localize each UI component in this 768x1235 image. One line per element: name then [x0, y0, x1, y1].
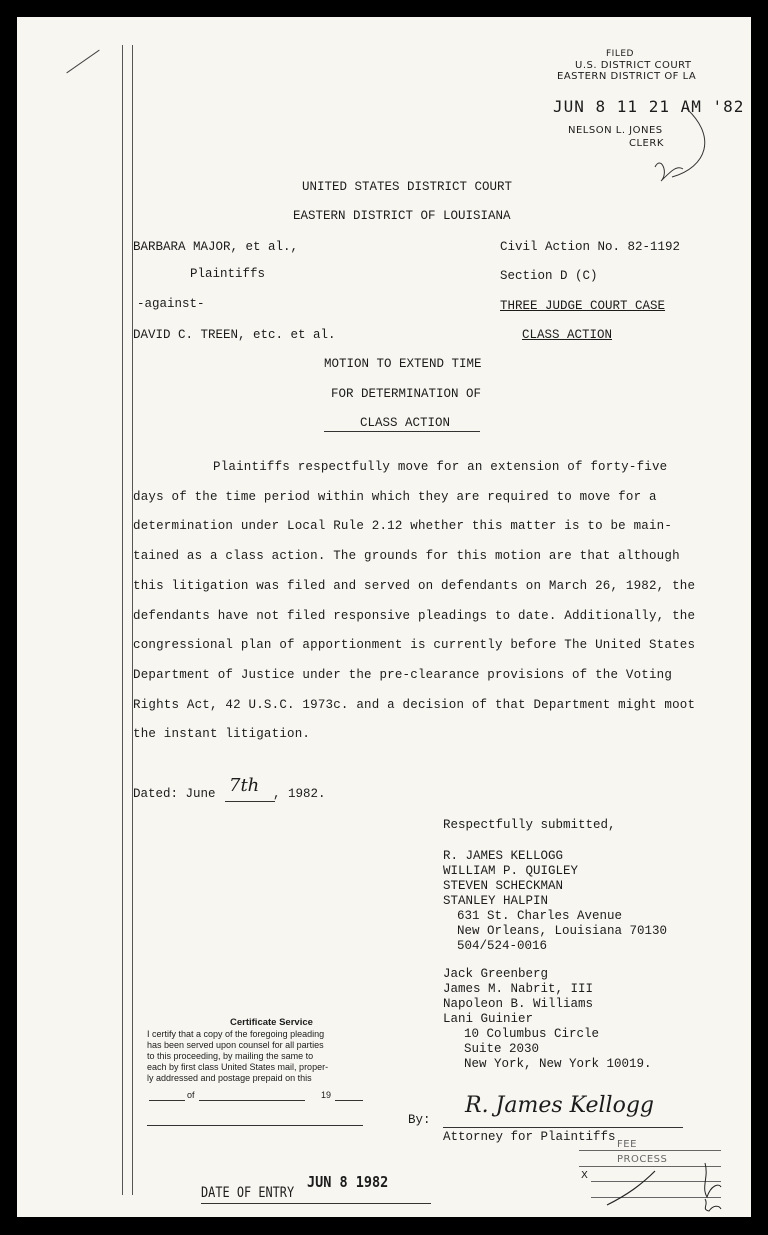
docket-fee-label: FEE: [617, 1139, 637, 1150]
attorney-name: STEVEN SCHECKMAN: [443, 879, 564, 893]
certificate-signature-rule: [147, 1125, 363, 1126]
address-line: New Orleans, Louisiana 70130: [457, 924, 668, 938]
attorney-name: WILLIAM P. QUIGLEY: [443, 864, 579, 878]
address-line: 10 Columbus Circle: [464, 1027, 600, 1041]
certificate-line: I certify that a copy of the foregoing pleading: [147, 1029, 325, 1039]
by-label: By:: [408, 1113, 431, 1127]
class-action-label: CLASS ACTION: [522, 328, 613, 342]
document-page: [17, 17, 751, 1217]
date-of-entry-rule: [201, 1203, 431, 1204]
court-name: UNITED STATES DISTRICT COURT: [302, 180, 513, 194]
dated-day-rule: [225, 801, 275, 802]
docket-x-label: X: [581, 1170, 589, 1181]
filed-stamp-line1: FILED: [606, 49, 634, 59]
address-line: New York, New York 10019.: [464, 1057, 652, 1071]
filed-stamp-clerk-title: CLERK: [629, 138, 664, 149]
body-line: congressional plan of apportionment is currently before The United States: [133, 638, 696, 652]
body-line: tained as a class action. The grounds for this motion are that although: [133, 549, 680, 563]
motion-title-rule: [324, 431, 480, 432]
attorney-name: Napoleon B. Williams: [443, 997, 594, 1011]
dated-prefix: Dated: June: [133, 787, 216, 801]
motion-title-line1: MOTION TO EXTEND TIME: [324, 357, 482, 371]
body-line: Rights Act, 42 U.S.C. 1973c. and a decision of that Department might moot: [133, 698, 696, 712]
docket-process-label: PROCESS: [617, 1154, 668, 1165]
dated-day-handwritten: 7th: [229, 775, 260, 796]
attorney-name: Lani Guinier: [443, 1012, 534, 1026]
filed-stamp-line3: EASTERN DISTRICT OF LA: [557, 71, 697, 82]
margin-rule-left: [122, 45, 123, 1195]
filed-stamp-line2: U.S. DISTRICT COURT: [575, 60, 692, 71]
civil-action-number: Civil Action No. 82-1192: [500, 240, 681, 254]
body-line: Plaintiffs respectfully move for an extension of forty-five: [213, 460, 668, 474]
attorney-signature: R. James Kellogg: [465, 1093, 654, 1118]
body-line: Department of Justice under the pre-clearance provisions of the Voting: [133, 668, 673, 682]
defendant-name: DAVID C. TREEN, etc. et al.: [133, 328, 336, 342]
attorney-name: Jack Greenberg: [443, 967, 549, 981]
address-line: Suite 2030: [464, 1042, 540, 1056]
certificate-month-rule: [199, 1100, 305, 1101]
certificate-line: ly addressed and postage prepaid on this: [147, 1073, 312, 1083]
closing-text: Respectfully submitted,: [443, 818, 616, 832]
clerk-initials-mark: [647, 107, 717, 187]
certificate-line: to this proceeding, by mailing the same to: [147, 1051, 314, 1061]
certificate-year-rule: [335, 1100, 363, 1101]
body-line: defendants have not filed responsive pleadings to date. Additionally, the: [133, 609, 696, 623]
date-of-entry-value: JUN 8 1982: [307, 1173, 389, 1191]
body-line: determination under Local Rule 2.12 whether this matter is to be main-: [133, 519, 673, 533]
filed-stamp-clerk-name: NELSON L. JONES: [568, 125, 663, 136]
certificate-year-label: 19: [321, 1090, 332, 1100]
certificate-day-rule: [149, 1100, 185, 1101]
certificate-title: Certificate Service: [230, 1017, 313, 1028]
date-of-entry-label: DATE OF ENTRY: [201, 1185, 295, 1201]
attorney-name: R. JAMES KELLOGG: [443, 849, 564, 863]
certificate-line: has been served upon counsel for all parties: [147, 1040, 324, 1050]
signature-caption: Attorney for Plaintiffs: [443, 1130, 616, 1144]
address-line: 631 St. Charles Avenue: [457, 909, 623, 923]
certificate-of-label: of: [187, 1090, 195, 1100]
address-line: 504/524-0016: [457, 939, 548, 953]
docket-check-marks: [597, 1157, 737, 1212]
filed-stamp-date: JUN 8 11 21 AM '82: [553, 97, 745, 116]
corner-mark: [66, 50, 99, 74]
motion-title-line2: FOR DETERMINATION OF: [331, 387, 482, 401]
body-line: days of the time period within which they are required to move for a: [133, 490, 657, 504]
court-district: EASTERN DISTRICT OF LOUISIANA: [293, 209, 511, 223]
docket-fee-rule: [579, 1150, 721, 1151]
section-label: Section D (C): [500, 269, 598, 283]
case-type: THREE JUDGE COURT CASE: [500, 299, 666, 313]
dated-year: , 1982.: [273, 787, 326, 801]
signature-rule: [443, 1127, 683, 1128]
against-label: -against-: [137, 297, 205, 311]
body-line: this litigation was filed and served on defendants on March 26, 1982, the: [133, 579, 696, 593]
attorney-name: James M. Nabrit, III: [443, 982, 594, 996]
motion-title-line3: CLASS ACTION: [360, 416, 451, 430]
certificate-line: each by first class United States mail, proper-: [147, 1062, 329, 1072]
plaintiff-role: Plaintiffs: [190, 267, 266, 281]
body-line: the instant litigation.: [133, 727, 311, 741]
attorney-name: STANLEY HALPIN: [443, 894, 549, 908]
plaintiff-name: BARBARA MAJOR, et al.,: [133, 240, 299, 254]
